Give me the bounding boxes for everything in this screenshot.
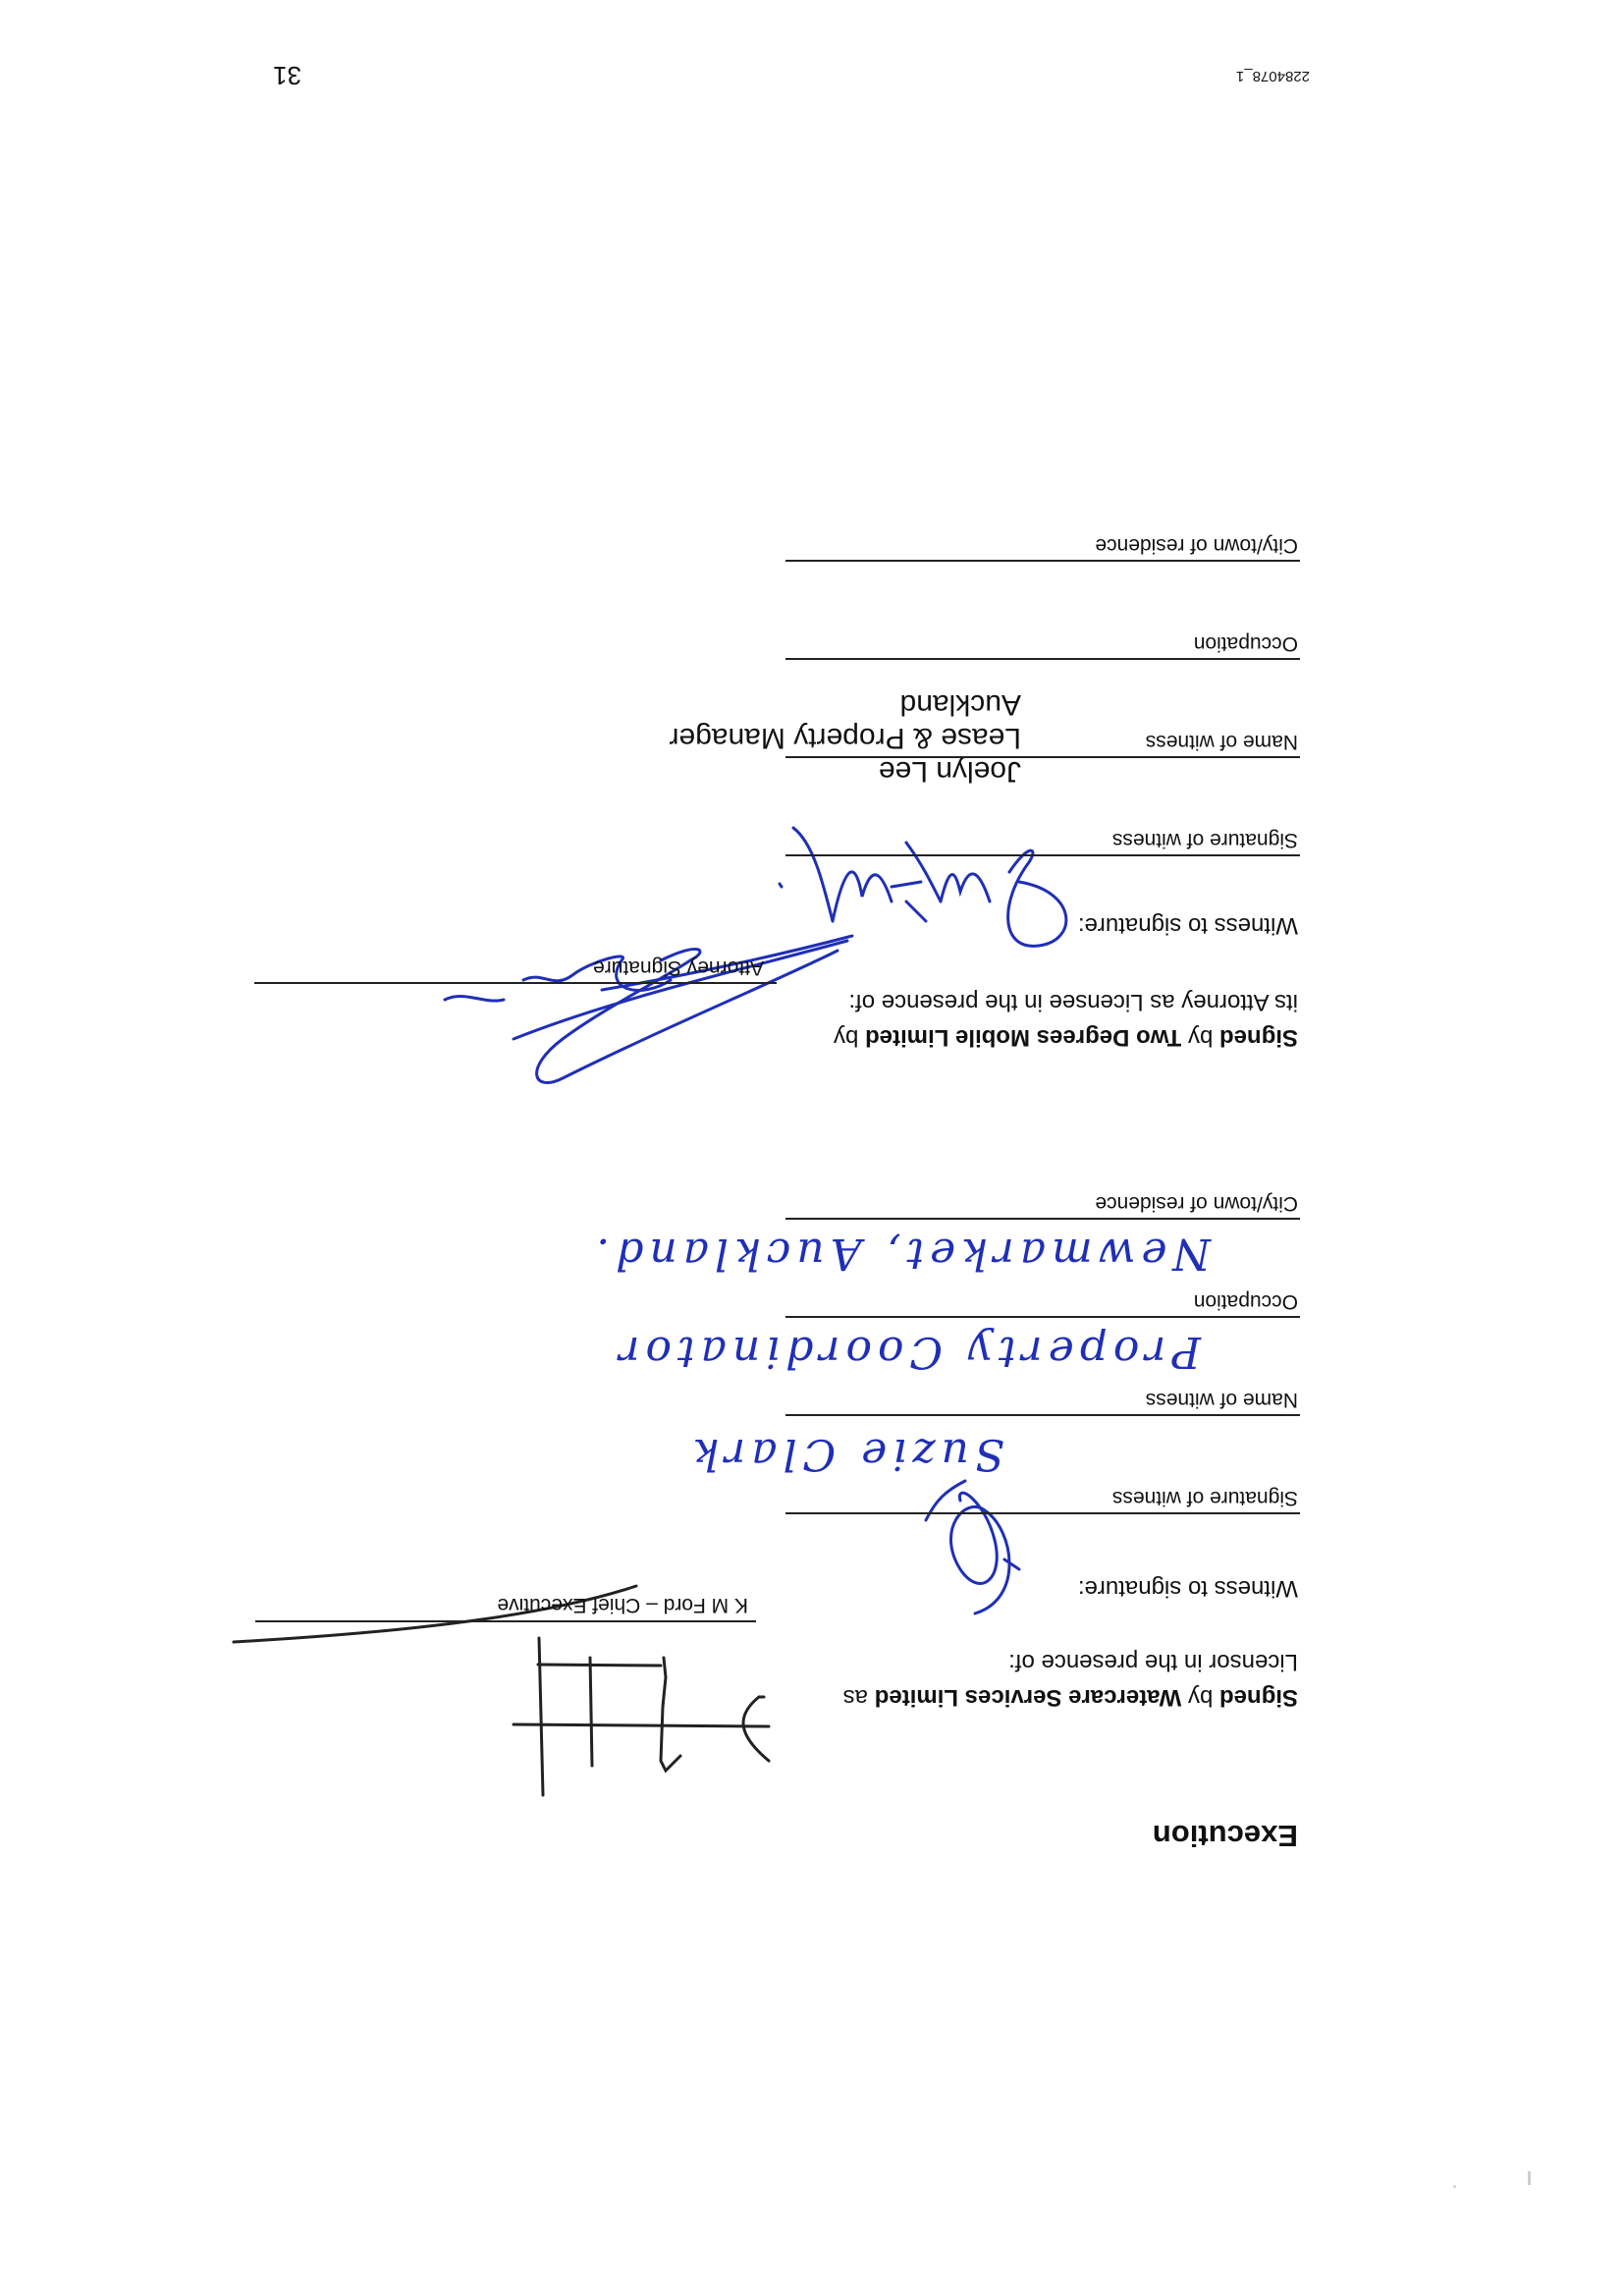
scan-speck: [1528, 2171, 1531, 2185]
licensee-city-label: City/town of residence: [1095, 534, 1298, 557]
licensee-witness-heading: Witness to signature:: [1077, 912, 1298, 939]
licensor-name-of-witness-label: Name of witness: [1145, 1389, 1298, 1411]
licensor-line-1: Signed by Watercare Services Limited as: [842, 1684, 1298, 1711]
licensor-signature: [366, 1628, 779, 1805]
licensor-signatory-caption: K M Ford – Chief Executive: [497, 1594, 748, 1616]
licensor-signature-of-witness-label: Signature of witness: [1111, 1487, 1298, 1509]
licensee-witness-stamp-city: Auckland: [899, 688, 1021, 721]
document-reference: 2284078_1: [1235, 68, 1310, 84]
attorney-signature-line: [254, 982, 777, 984]
licensor-city-label: City/town of residence: [1095, 1192, 1298, 1215]
attorney-signature-caption: Attorney Signature: [593, 957, 764, 979]
licensee-witness-stamp-occupation: Lease & Property Manager: [669, 722, 1021, 754]
licensee-name-of-witness-line: [785, 756, 1300, 758]
page-number: 31: [273, 61, 301, 90]
licensor-name-of-witness-line: [785, 1414, 1300, 1416]
licensee-line-1: Signed by Two Degrees Mobile Limited by: [834, 1024, 1298, 1051]
licensee-line-2: its Attorney as Licensee in the presence of:: [848, 989, 1298, 1015]
licensee-witness-signature: [764, 823, 1088, 960]
licensor-witness-name: Suzie Clark: [686, 1429, 1004, 1479]
licensor-signature-line: [255, 1620, 756, 1622]
licensor-line-2: Licensor in the presence of:: [1008, 1649, 1298, 1675]
licensee-city-line: [785, 560, 1300, 562]
scan-speck: [1453, 2185, 1456, 2188]
licensee-signature-of-witness-label: Signature of witness: [1111, 829, 1298, 851]
licensee-occupation-label: Occupation: [1193, 632, 1298, 655]
page-title: Execution: [1152, 1819, 1298, 1853]
licensor-signing-clause: [709, 1644, 1298, 1715]
licensor-signature-of-witness-line: [785, 1512, 1300, 1514]
licensee-witness-stamp-name: Joelyn Lee: [878, 755, 1021, 788]
licensor-witness-city: Newmarket, Auckland.: [590, 1229, 1211, 1279]
licensee-occupation-line: [785, 658, 1300, 660]
licensor-occupation-line: [785, 1316, 1300, 1318]
licensee-signature-of-witness-line: [785, 854, 1300, 856]
licensor-witness-signature: [887, 1471, 1054, 1618]
licensee-name-of-witness-label: Name of witness: [1145, 731, 1298, 753]
licensor-witness-heading: Witness to signature:: [1077, 1575, 1298, 1602]
licensor-city-line: [785, 1218, 1300, 1220]
licensor-witness-occupation: Property Coordinator: [613, 1327, 1201, 1377]
licensor-occupation-label: Occupation: [1193, 1290, 1298, 1313]
